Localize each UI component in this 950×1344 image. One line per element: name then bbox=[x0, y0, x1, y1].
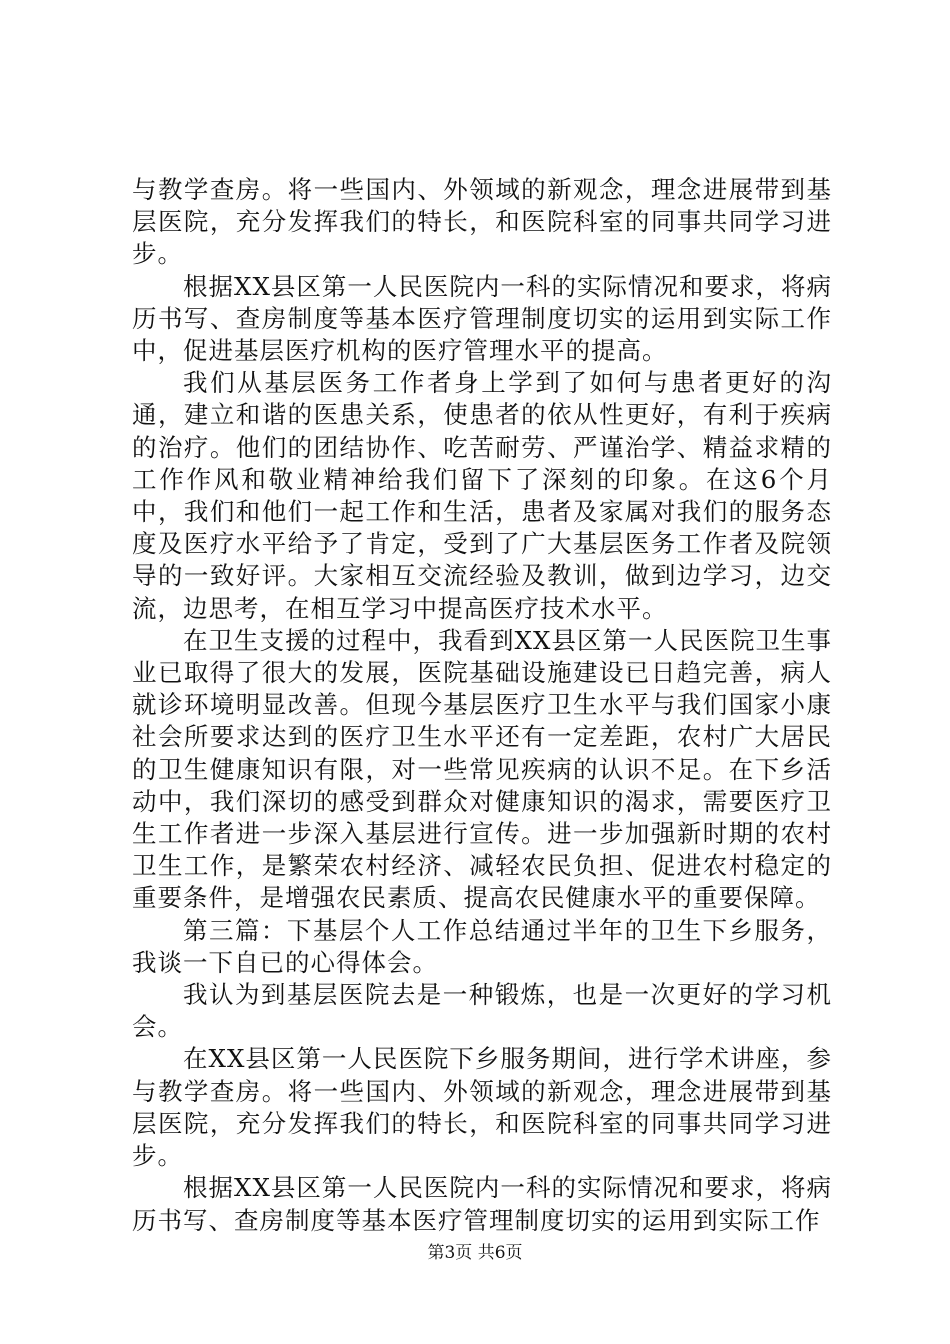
paragraph: 我认为到基层医院去是一种锻炼，也是一次更好的学习机会。 bbox=[132, 980, 832, 1042]
paragraph: 根据XX县区第一人民医院内一科的实际情况和要求，将病历书写、查房制度等基本医疗管理制度切实的运用到实际工作 bbox=[132, 1173, 832, 1235]
paragraph: 在卫生支援的过程中，我看到XX县区第一人民医院卫生事业已取得了很大的发展，医院基础设施建设已日趋完善，病人就诊环境明显改善。但现今基层医疗卫生水平与我们国家小康社会所要求达到的医疗卫生水平还有一定差距，农村广大居民的卫生健康知识有限，对一些常见疾病的认识不足。在下乡活动中，我们深切的感受到群众对健康知识的渴求，需要医疗卫生工作者进一步深入基层进行宣传。进一步加强新时期的农村卫生工作，是繁荣农村经济、减轻农民负担、促进农村稳定的重要条件，是增强农民素质、提高农民健康水平的重要保障。 bbox=[132, 625, 832, 913]
paragraph: 在XX县区第一人民医院下乡服务期间，进行学术讲座，参与教学查房。将一些国内、外领域的新观念，理念进展带到基层医院，充分发挥我们的特长，和医院科室的同事共同学习进步。 bbox=[132, 1044, 832, 1171]
section-heading-paragraph: 第三篇：下基层个人工作总结通过半年的卫生下乡服务，我谈一下自已的心得体会。 bbox=[132, 915, 832, 977]
page-number-footer: 第3页 共6页 bbox=[427, 1243, 523, 1263]
paragraph: 根据XX县区第一人民医院内一科的实际情况和要求，将病历书写、查房制度等基本医疗管理制度切实的运用到实际工作中，促进基层医疗机构的医疗管理水平的提高。 bbox=[132, 271, 832, 366]
document-body bbox=[132, 174, 832, 1237]
paragraph: 我们从基层医务工作者身上学到了如何与患者更好的沟通，建立和谐的医患关系，使患者的依从性更好，有利于疾病的治疗。他们的团结协作、吃苦耐劳、严谨治学、精益求精的工作作风和敬业精神给我们留下了深刻的印象。在这6个月中，我们和他们一起工作和生活，患者及家属对我们的服务态度及医疗水平给予了肯定，受到了广大基层医务工作者及院领导的一致好评。大家相互交流经验及教训，做到边学习，边交流，边思考，在相互学习中提高医疗技术水平。 bbox=[132, 368, 832, 623]
paragraph-continuation: 与教学查房。将一些国内、外领域的新观念，理念进展带到基层医院，充分发挥我们的特长，和医院科室的同事共同学习进步。 bbox=[132, 175, 832, 269]
